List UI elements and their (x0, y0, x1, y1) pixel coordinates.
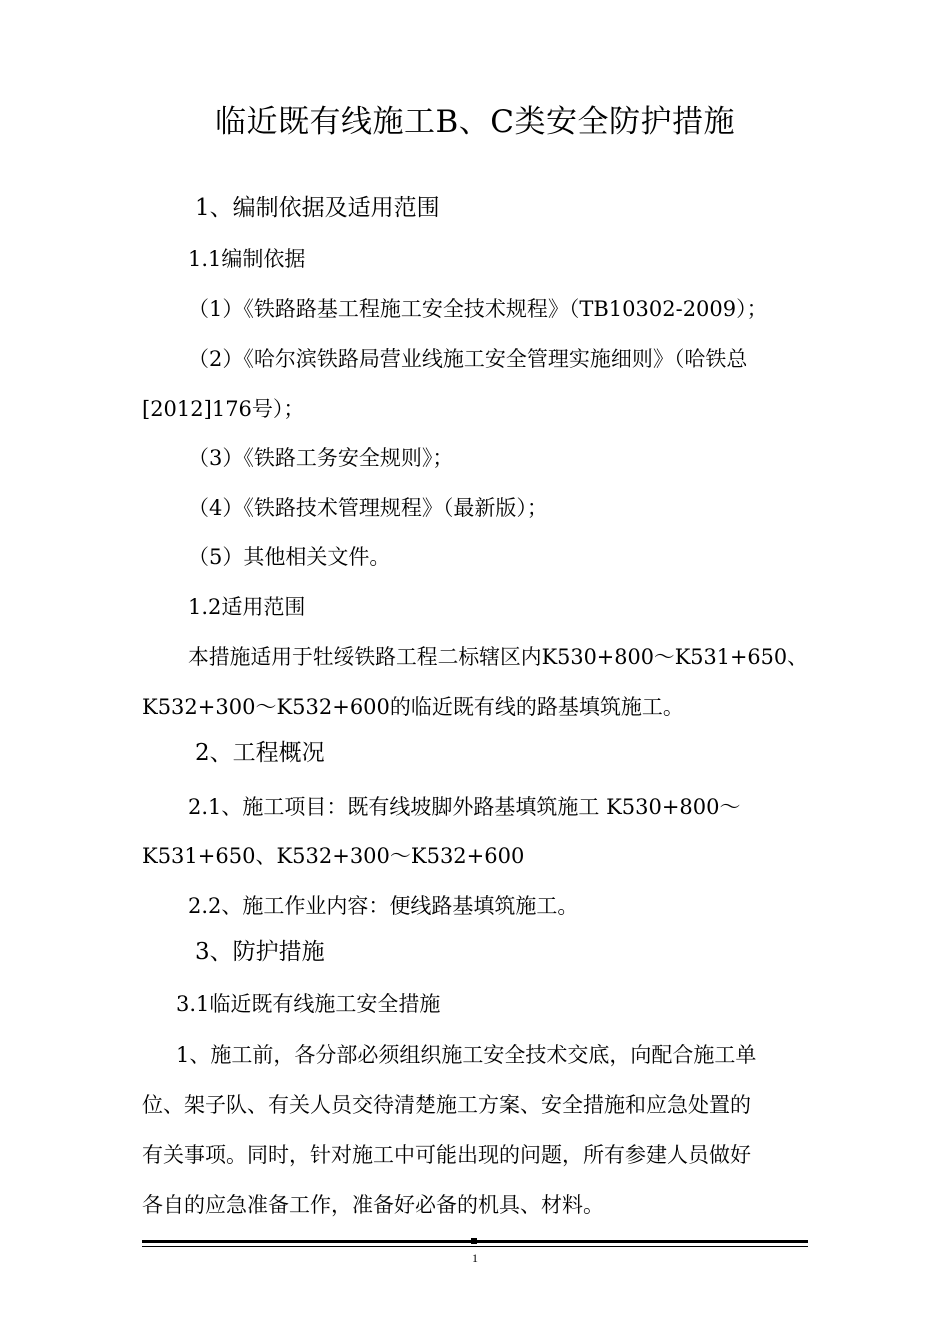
project-item-2-2: 2.2、施工作业内容：便线路基填筑施工。 (188, 894, 579, 918)
reference-item-3: （3）《铁路工务安全规则》； (188, 446, 454, 470)
scope-paragraph-cont: K532+300～K532+600的临近既有线的路基填筑施工。 (142, 695, 684, 719)
reference-item-4: （4）《铁路技术管理规程》（最新版）； (188, 496, 548, 520)
footer-rule-thin (142, 1246, 808, 1247)
document-title: 临近既有线施工B、C类安全防护措施 (215, 104, 735, 140)
reference-item-2-cont: [2012]176号）； (142, 397, 305, 421)
reference-item-2: （2）《哈尔滨铁路局营业线施工安全管理实施细则》（哈铁总 (188, 347, 748, 371)
measure-paragraph-line-2: 位、架子队、有关人员交待清楚施工方案、安全措施和应急处置的 (142, 1093, 751, 1117)
scope-paragraph: 本措施适用于牡绥铁路工程二标辖区内K530+800～K531+650、 (188, 645, 808, 669)
subsection-heading-1-2: 1.2适用范围 (188, 595, 306, 619)
section-heading-3: 3、防护措施 (195, 939, 325, 965)
subsection-heading-3-1: 3.1临近既有线施工安全措施 (176, 992, 441, 1016)
measure-paragraph-line-3: 有关事项。同时，针对施工中可能出现的问题，所有参建人员做好 (142, 1143, 751, 1167)
section-heading-2: 2、工程概况 (195, 740, 325, 766)
project-item-2-1-cont: K531+650、K532+300～K532+600 (142, 844, 525, 868)
project-item-2-1: 2.1、施工项目：既有线坡脚外路基填筑施工 K530+800～ (188, 795, 741, 819)
measure-paragraph-line-1: 1、施工前，各分部必须组织施工安全技术交底，向配合施工单 (176, 1043, 757, 1067)
section-heading-1: 1、编制依据及适用范围 (195, 195, 440, 221)
reference-item-5: （5）其他相关文件。 (188, 545, 391, 569)
measure-paragraph-line-4: 各自的应急准备工作，准备好必备的机具、材料。 (142, 1193, 604, 1217)
page-number: 1 (472, 1251, 478, 1265)
reference-item-1: （1）《铁路路基工程施工安全技术规程》（TB10302-2009）； (188, 297, 768, 321)
footer-marker (471, 1238, 477, 1244)
subsection-heading-1-1: 1.1编制依据 (188, 247, 306, 271)
